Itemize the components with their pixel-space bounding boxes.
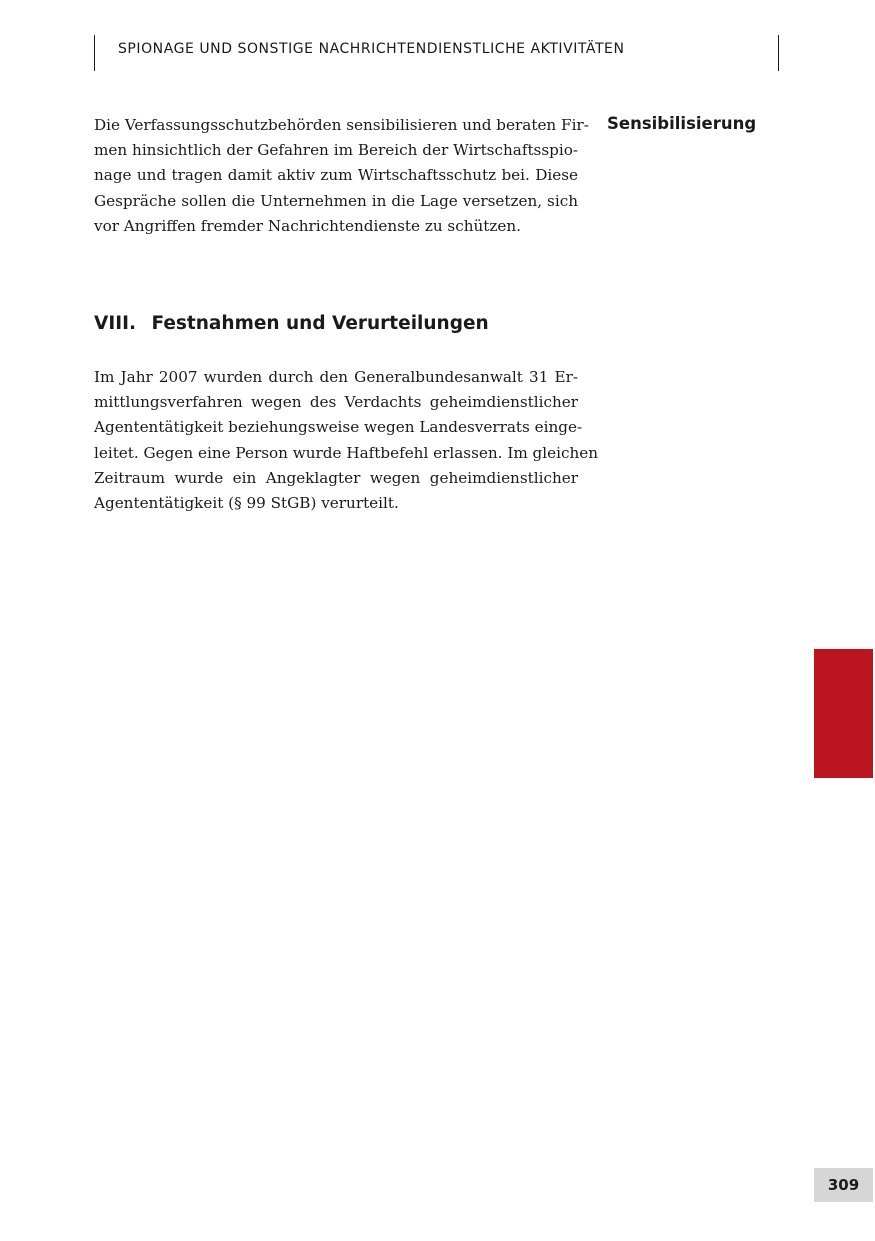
paragraph-line: leitet. Gegen eine Person wurde Haftbefehl erlassen. Im gleichen — [94, 443, 599, 462]
paragraph-line: Agententätigkeit beziehungsweise wegen Landesverrats einge- — [94, 418, 583, 437]
running-header: SPIONAGE UND SONSTIGE NACHRICHTENDIENSTLICHE AKTIVITÄTEN — [118, 41, 625, 57]
page-number: 309 — [814, 1168, 873, 1202]
paragraph-line: Die Verfassungsschutzbehörden sensibilisieren und beraten Fir- — [94, 116, 589, 134]
paragraph-line: nage und tragen damit aktiv zum Wirtschaftsschutz bei. Diese — [94, 166, 578, 185]
paragraph-sensibilisierung — [94, 113, 589, 239]
paragraph-line: men hinsichtlich der Gefahren im Bereich der Wirtschaftsspio- — [94, 141, 578, 160]
header-rule-right — [778, 35, 779, 71]
paragraph-line: Zeitraum wurde ein Angeklagter wegen geheimdienstlicher — [94, 468, 578, 487]
paragraph-festnahmen — [94, 365, 599, 516]
paragraph-line: vor Angriffen fremder Nachrichtendienste zu schützen. — [94, 216, 522, 235]
margin-note: Sensibilisierung — [607, 114, 757, 133]
section-number: VIII. — [94, 313, 136, 334]
section-title: Festnahmen und Verurteilungen — [151, 313, 489, 334]
header-rule-left — [94, 35, 95, 71]
paragraph-line: Agententätigkeit (§ 99 StGB) verurteilt. — [94, 494, 399, 513]
paragraph-line: Gespräche sollen die Unternehmen in die Lage versetzen, sich — [94, 191, 578, 210]
paragraph-line: Im Jahr 2007 wurden durch den Generalbundesanwalt 31 Er- — [94, 368, 578, 386]
section-heading — [94, 313, 489, 334]
chapter-thumb-tab — [814, 649, 873, 778]
paragraph-line: mittlungsverfahren wegen des Verdachts geheimdienstlicher — [94, 393, 578, 412]
